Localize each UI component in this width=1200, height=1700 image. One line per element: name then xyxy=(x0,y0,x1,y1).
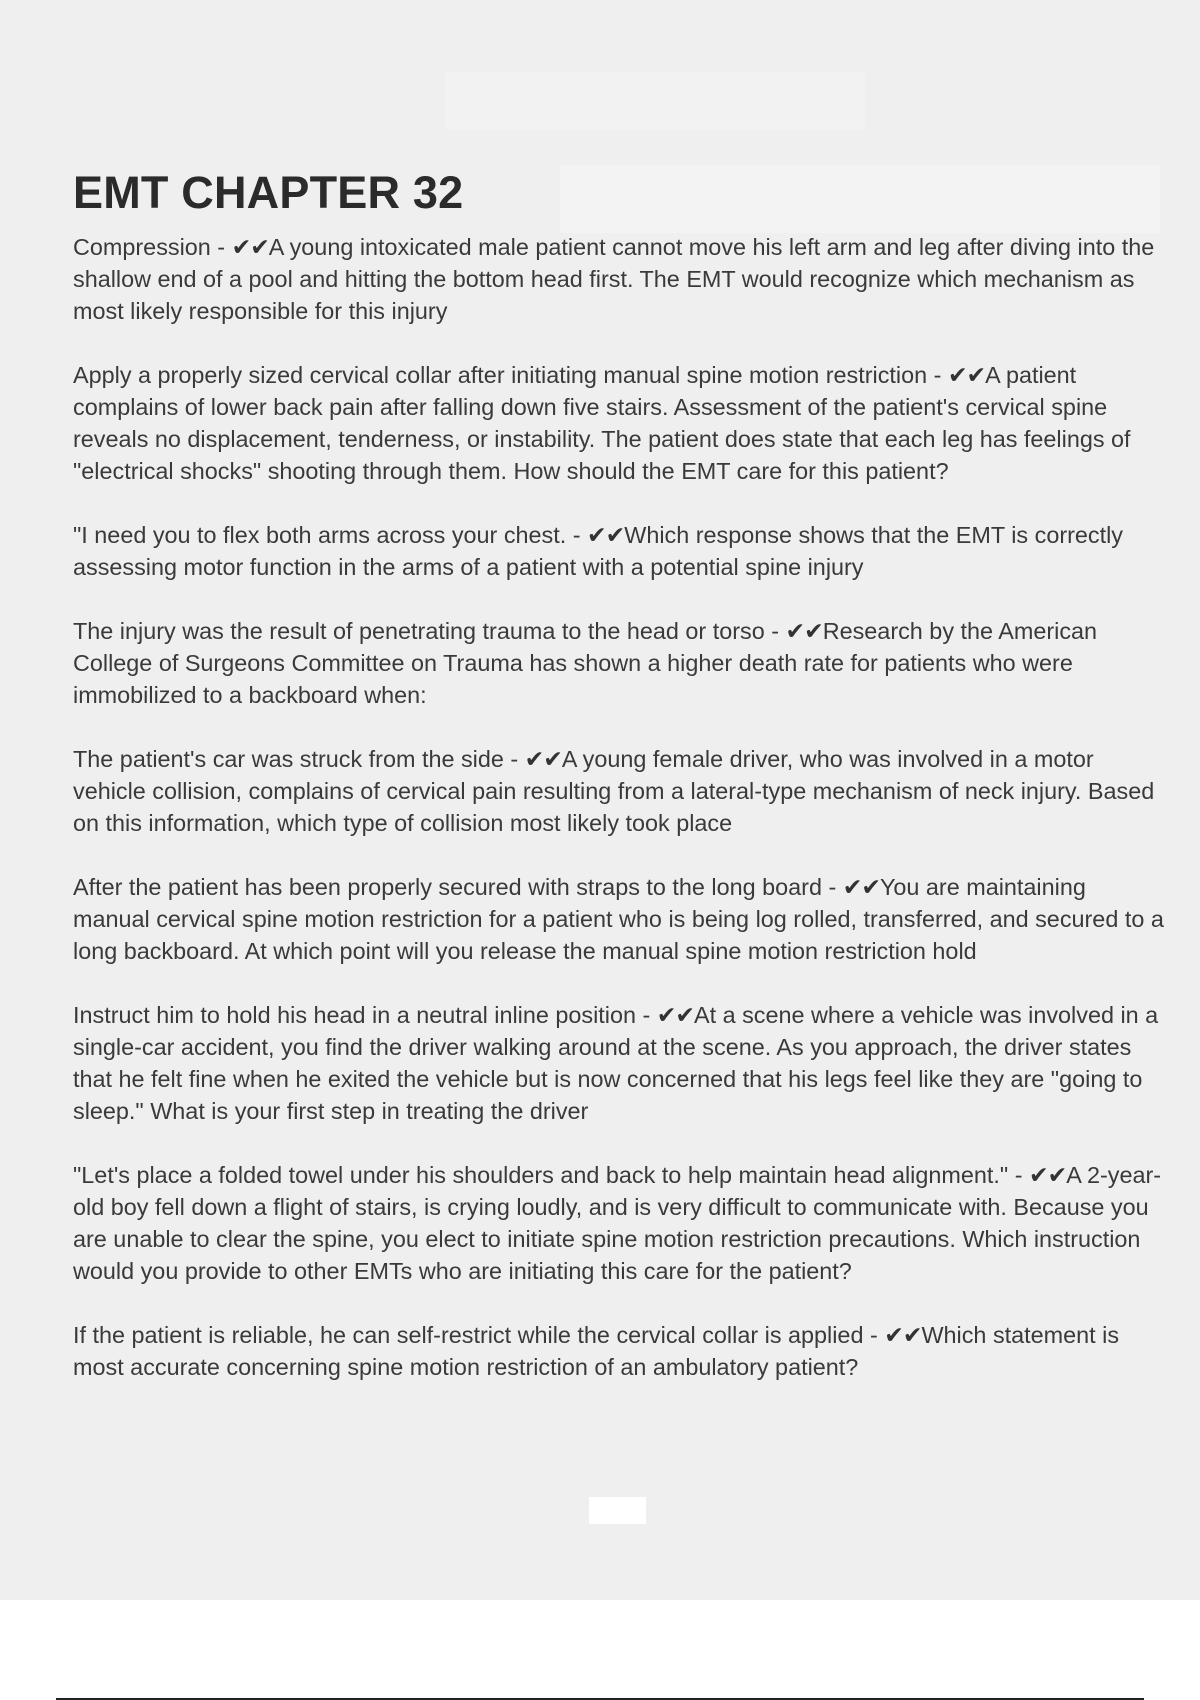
page-title: EMT CHAPTER 32 xyxy=(73,167,464,218)
entry-question: Research by the American College of Surgeons Committee on Trauma has shown a higher death rate for patients who were immobilized to a backboard when: xyxy=(73,618,1098,708)
entry-answer: "Let's place a folded towel under his shoulders and back to help maintain head alignment." - xyxy=(73,1162,1029,1188)
entry-question: Which statement is most accurate concerning spine motion restriction of an ambulatory patient? xyxy=(73,1322,1120,1380)
flashcard-entry xyxy=(73,359,1165,487)
header-placeholder xyxy=(445,72,865,130)
flashcard-entry xyxy=(73,615,1165,711)
flashcard-entry xyxy=(73,999,1165,1127)
flashcard-entry xyxy=(73,871,1165,967)
flashcard-entry xyxy=(73,1319,1165,1383)
entry-answer: The patient's car was struck from the side - xyxy=(73,746,525,772)
entry-question: At a scene where a vehicle was involved in a single-car accident, you find the driver walking around at the scene. As you approach, the driver states that he felt fine when he exited the vehicle but is now concerned that his legs feel like they are "going to sleep." What is your first step in treating the driver xyxy=(73,1002,1159,1124)
flashcard-entry xyxy=(73,231,1165,327)
entry-answer: Instruct him to hold his head in a neutral inline position - xyxy=(73,1002,657,1028)
entry-answer: Apply a properly sized cervical collar after initiating manual spine motion restriction - xyxy=(73,362,948,388)
double-check-icon: ✔✔ xyxy=(884,1322,922,1348)
double-check-icon: ✔✔ xyxy=(947,362,986,388)
entry-answer: Compression - xyxy=(73,234,232,260)
entry-answer: "I need you to flex both arms across your chest. - xyxy=(73,522,588,548)
flashcard-list xyxy=(73,231,1165,1415)
double-check-icon: ✔✔ xyxy=(231,234,269,260)
entry-answer: The injury was the result of penetrating trauma to the head or torso - xyxy=(73,618,786,644)
double-check-icon: ✔✔ xyxy=(1029,1162,1067,1188)
title-band xyxy=(560,165,1160,233)
entry-question: A young female driver, who was involved in a motor vehicle collision, complains of cervical pain resulting from a lateral-type mechanism of neck injury. Based on this information, which type of collision most likely took place xyxy=(73,746,1155,836)
entry-question: Which response shows that the EMT is correctly assessing motor function in the arms of a patient with a potential spine injury xyxy=(73,522,1124,580)
entry-question: You are maintaining manual cervical spine motion restriction for a patient who is being log rolled, transferred, and secured to a long backboard. At which point will you release the manual spine motion restriction hold xyxy=(73,874,1164,964)
double-check-icon: ✔✔ xyxy=(587,522,625,548)
entry-answer: If the patient is reliable, he can self-restrict while the cervical collar is applied - xyxy=(73,1322,885,1348)
entry-answer: After the patient has been properly secured with straps to the long board - xyxy=(73,874,843,900)
flashcard-entry xyxy=(73,1159,1165,1287)
flashcard-entry xyxy=(73,743,1165,839)
double-check-icon: ✔✔ xyxy=(656,1002,694,1028)
double-check-icon: ✔✔ xyxy=(524,746,562,772)
double-check-icon: ✔✔ xyxy=(785,618,823,644)
page-number-placeholder xyxy=(589,1497,646,1524)
entry-question: A young intoxicated male patient cannot move his left arm and leg after diving into the shallow end of a pool and hitting the bottom head first. The EMT would recognize which mechanism as most likely responsible for this injury xyxy=(73,234,1155,324)
double-check-icon: ✔✔ xyxy=(842,874,880,900)
flashcard-entry xyxy=(73,519,1165,583)
entry-question: A patient complains of lower back pain after falling down five stairs. Assessment of the patient's cervical spine reveals no displacement, tenderness, or instability. The patient does state that each leg has feelings of "electrical shocks" shooting through them. How should the EMT care for this patient? xyxy=(73,362,1131,484)
entry-question: A 2-year-old boy fell down a flight of stairs, is crying loudly, and is very difficult to communicate with. Because you are unable to clear the spine, you elect to initiate spine motion restriction precautions. Which instruction would you provide to other EMTs who are initiating this care for the patient? xyxy=(73,1162,1162,1284)
